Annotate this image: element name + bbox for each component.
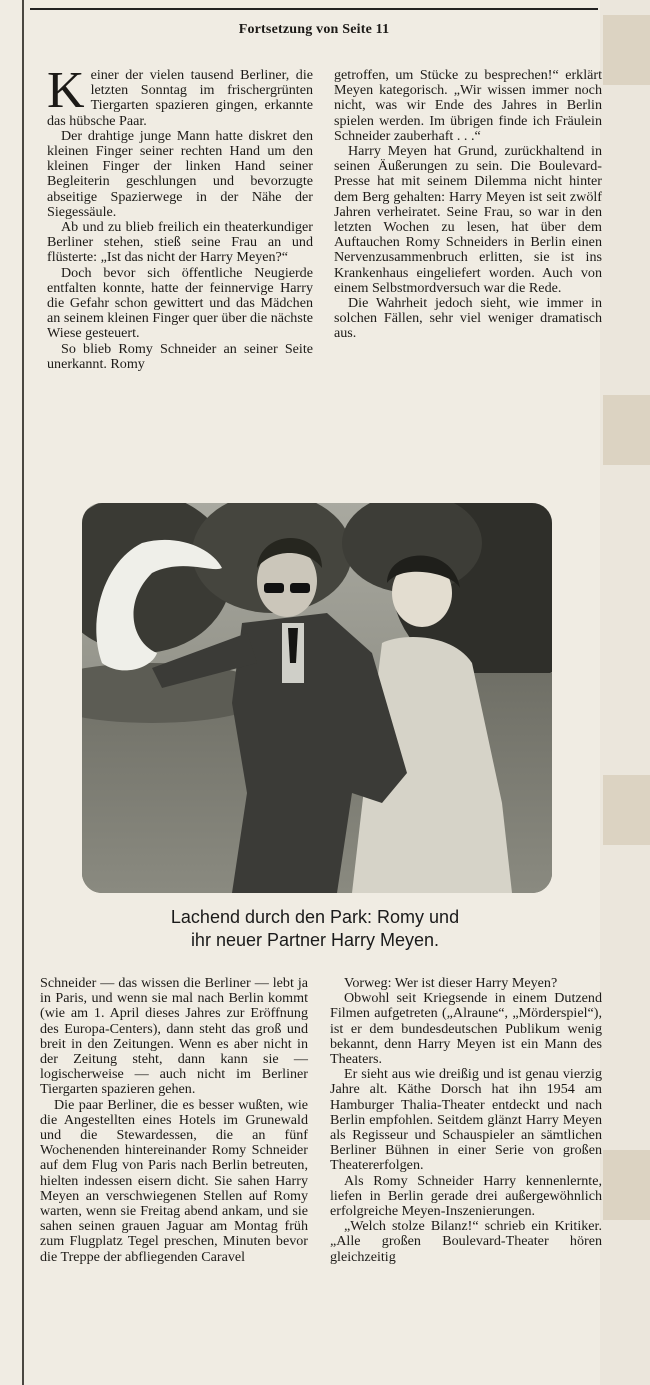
paragraph: So blieb Romy Schneider an seiner Seite unerkannt. Romy <box>47 340 313 372</box>
top-rule <box>30 8 598 10</box>
photo-illustration <box>82 503 552 893</box>
page-tab <box>603 395 650 465</box>
article-column-bottom-right <box>330 976 602 1265</box>
paragraph: Die paar Berliner, die es besser wußten, wie die Angestellten eines Hotels im Grunewald und die Stewardessen, die an fünf Wochenenden hintereinander Romy Schneider auf dem Flug von Paris nach Berlin betreuten, hielten indessen eisern dicht. Sie sahen Harry Meyen an verschwiegenen Stellen auf Romy warten, wenn sie Freitag abend ankam, und sie sahen seinen grauen Jaguar am Montag früh zum Flugplatz Tegel preschen, Minuten bevor die Treppe der abfliegenden Caravel <box>40 1096 308 1265</box>
drop-cap: K <box>47 62 85 119</box>
page-tab <box>603 775 650 845</box>
photo-caption <box>60 906 570 952</box>
paragraph: Vorweg: Wer ist dieser Harry Meyen? <box>344 975 558 991</box>
paragraph: Als Romy Schneider Harry kennenlernte, liefen in Berlin gerade drei außergewöhnlich erfolgreiche Meyen-Inszenierungen. <box>330 1172 602 1220</box>
continuation-note: Fortsetzung von Seite 11 <box>238 22 390 37</box>
lead-paragraph: Keiner der vielen tausend Berliner, die letzten Sonntag im frischergrünten Tiergarten spazieren gingen, erkannte das hübsche Paar. <box>47 62 313 129</box>
paragraph: Er sieht aus wie dreißig und ist genau vierzig Jahre alt. Käthe Dorsch hat ihn 1954 am Hamburger Thalia-Theater entdeckt und nach Berlin empfohlen. Seitdem glänzt Harry Meyen als Regisseur und Schauspieler an sämtlichen Berliner Bühnen in einer Serie von großen Theatererfolgen. <box>330 1066 602 1174</box>
paragraph: Ab und zu blieb freilich ein theaterkundiger Berliner stehen, stieß seine Frau an und flüsterte: „Ist das nicht der Harry Meyen?“ <box>47 219 313 266</box>
paragraph: „Welch stolze Bilanz!“ schrieb ein Kritiker. „Alle großen Boulevard-Theater hören gleichzeitig <box>330 1218 602 1265</box>
article-photo <box>82 503 552 893</box>
left-column-rule <box>22 0 24 1385</box>
page-tab <box>603 15 650 85</box>
article-column-top-right <box>334 68 602 342</box>
page-tab <box>603 1150 650 1220</box>
paragraph: Die Wahrheit jedoch sieht, wie immer in solchen Fällen, sehr viel weniger dramatisch aus. <box>334 295 602 342</box>
paragraph: Der drahtige junge Mann hatte diskret den kleinen Finger seiner rechten Hand um den kleinen Finger der linken Hand seiner Begleiterin geschlungen und bevorzugte abseitige Spazierwege in der Nähe der Siegessäule. <box>47 127 313 220</box>
paragraph: Harry Meyen hat Grund, zurückhaltend in seinen Äußerungen zu sein. Die Boulevard-Presse hat mit seinem Dilemma nicht hinter dem Berg gehalten: Harry Meyen ist seit zwölf Jahren verheiratet. Seine Frau, so war in den letzten Wochen zu lesen, hat über dem Auftauchen Romy Schneiders in Berlin einen Nervenzusammenbruch erlitten, sie ist ins Krankenhaus eingeliefert worden. Auch von einem Selbstmordversuch war die Rede. <box>334 143 602 296</box>
paragraph: Doch bevor sich öffentliche Neugierde entfalten konnte, hatte der feinnervige Harry die Gefahr schon gewittert und das Mädchen an seinem kleinen Finger quer über die nächste Wiese gesteuert. <box>47 264 313 342</box>
caption-line: Lachend durch den Park: Romy und <box>170 907 460 927</box>
paragraph: getroffen, um Stücke zu besprechen!“ erklärt Meyen kategorisch. „Wir wissen immer noch nicht, was wir Ende des Jahres in Berlin spielen werden. Im übrigen finde ich Fräulein Schneider zauberhaft . . .“ <box>334 67 602 144</box>
article-column-bottom-left <box>40 976 308 1265</box>
article-column-top-left <box>47 62 313 372</box>
caption-line: ihr neuer Partner Harry Meyen. <box>190 930 440 950</box>
paragraph: Schneider — das wissen die Berliner — lebt ja in Paris, und wenn sie mal nach Berlin kommt (wie am 1. April dieses Jahres zur Eröffnung des Europa-Centers), dann steht das groß und breit in den Zeitungen. Wenn es aber nicht in der Zeitung steht, dann kann sie — logischerweise — auch nicht im Berliner Tiergarten spazieren gehen. <box>40 975 308 1098</box>
paragraph: Obwohl seit Kriegsende in einem Dutzend Filmen aufgetreten („Alraune“, „Mörderspiel“), ist er dem bundesdeutschen Publikum wenig bekannt, denn Harry Meyen ist ein Mann des Theaters. <box>330 990 602 1068</box>
